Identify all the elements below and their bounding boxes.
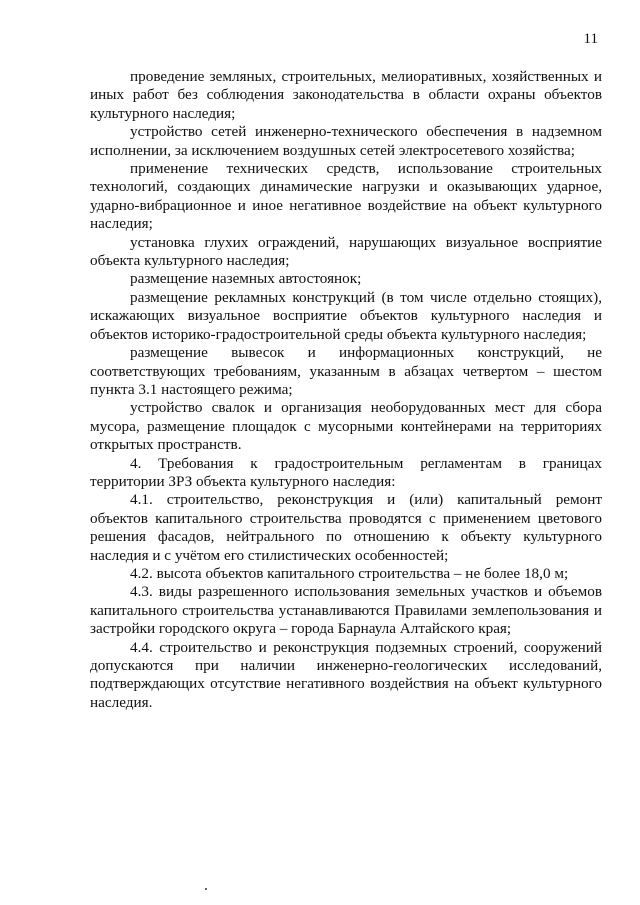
scan-speck — [205, 888, 207, 890]
paragraph-8: устройство свалок и организация необорудованных мест для сбора мусора, размещение площадок с мусорными контейнерами на территориях открытых пространств. — [90, 399, 602, 454]
paragraph-10: 4.1. строительство, реконструкция и (или) капитальный ремонт объектов капитального строительства проводятся с применением цветового решения фасадов, нейтрального по отношению к объекту культурного наследия и с учётом его стилистических особенностей; — [90, 491, 602, 564]
paragraph-7: размещение вывесок и информационных конструкций, не соответствующих требованиям, указанным в абзацах четвертом – шестом пункта 3.1 настоящего режима; — [90, 344, 602, 398]
paragraph-9: 4. Требования к градостроительным регламентам в границах территории ЗРЗ объекта культурного наследия: — [90, 454, 602, 490]
paragraph-13: 4.4. строительство и реконструкция подземных строений, сооружений допускаются при наличии инженерно-геологических исследований, подтверждающих отсутствие негативного воздействия на объект культурного наследия. — [90, 638, 602, 711]
paragraph-11: 4.2. высота объектов капитального строительства – не более 18,0 м; — [130, 564, 569, 582]
paragraph-5: размещение наземных автостоянок; — [130, 270, 362, 288]
paragraph-6: размещение рекламных конструкций (в том числе отдельно стоящих), искажающих визуальное восприятие объектов культурного наследия и объектов историко-градостроительной среды объекта культурного наследия; — [90, 288, 602, 343]
document-body — [90, 68, 602, 712]
paragraph-4: установка глухих ограждений, нарушающих визуальное восприятие объекта культурного наследия; — [90, 233, 602, 270]
paragraph-1: проведение земляных, строительных, мелиоративных, хозяйственных и иных работ без соблюдения законодательства в области охраны объектов культурного наследия; — [90, 68, 602, 122]
paragraph-12: 4.3. виды разрешенного использования земельных участков и объемов капитального строительства устанавливаются Правилами землепользования и застройки городского округа – города Барнаула Алтайского края; — [90, 583, 602, 638]
paragraph-3: применение технических средств, использование строительных технологий, создающих динамические нагрузки и оказывающих ударное, ударно-вибрационное и иное негативное воздействие на объект культурного наследия; — [90, 160, 602, 233]
paragraph-2: устройство сетей инженерно-технического обеспечения в надземном исполнении, за исключением воздушных сетей электросетевого хозяйства; — [90, 123, 602, 159]
page-number: 11 — [583, 31, 598, 47]
